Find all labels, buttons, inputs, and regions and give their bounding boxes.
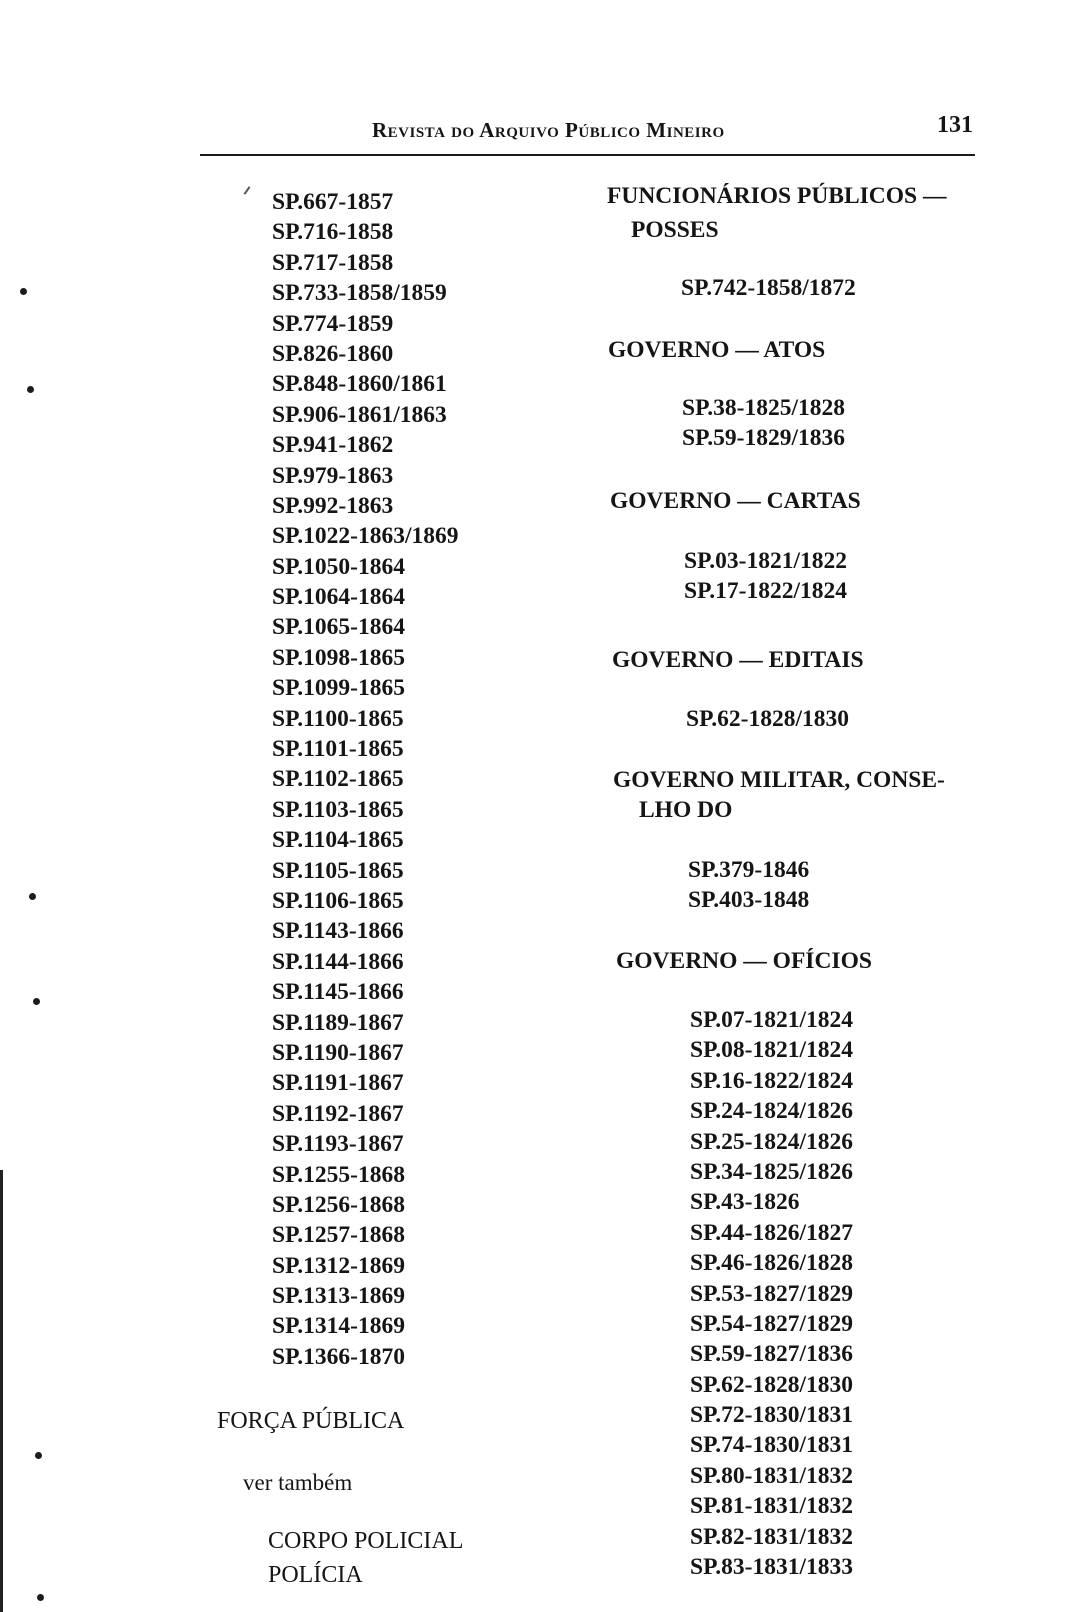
cross-reference: CORPO POLICIAL [268,1528,464,1554]
margin-dot [27,386,34,393]
code-entry: SP.992-1863 [272,492,394,519]
margin-dot [29,893,36,900]
code-entry: SP.74-1830/1831 [690,1432,853,1459]
code-entry: SP.1143-1866 [272,918,404,945]
code-entry: SP.979-1863 [272,462,394,489]
left-column-code-list [272,187,459,1372]
margin-marks [0,0,60,1612]
heading-line: GOVERNO MILITAR, CONSE- [613,767,945,793]
page-number: 131 [937,112,973,138]
code-entry: SP.17-1822/1824 [684,578,847,605]
section-heading-governo-militar [613,765,945,825]
margin-dot [37,1594,44,1601]
section-heading-governo-cartas: GOVERNO — CARTAS [610,488,861,514]
code-entry: SP.1050-1864 [272,553,405,580]
code-entry: SP.1102-1865 [272,766,404,793]
code-entry: SP.1103-1865 [272,796,404,823]
code-entry: SP.34-1825/1826 [690,1158,853,1185]
margin-dot [20,288,27,295]
code-entry: SP.1191-1867 [272,1070,404,1097]
code-entry: SP.1104-1865 [272,827,404,854]
code-entry: SP.81-1831/1832 [690,1493,853,1520]
margin-dot [35,1452,42,1459]
code-entry: SP.82-1831/1832 [690,1523,853,1550]
margin-dot [33,998,40,1005]
code-entry: SP.53-1827/1829 [690,1280,853,1307]
code-group-governo-militar [688,855,809,916]
code-entry: SP.1106-1865 [272,887,404,914]
section-heading-forca-publica: FORÇA PÚBLICA [217,1408,405,1434]
code-entry: SP.83-1831/1833 [690,1554,853,1581]
code-entry: SP.62-1828/1830 [686,706,849,732]
code-entry: SP.62-1828/1830 [690,1371,853,1398]
code-entry: SP.1144-1866 [272,948,404,975]
section-heading-funcionarios-publicos [607,181,947,245]
code-entry: SP.1065-1864 [272,614,405,641]
code-entry: SP.941-1862 [272,432,394,459]
code-entry: SP.717-1858 [272,249,394,276]
heading-line: LHO DO [639,797,733,823]
code-entry: SP.1257-1868 [272,1222,405,1249]
cross-reference: POLÍCIA [268,1562,363,1588]
code-entry: SP.46-1826/1828 [690,1250,853,1277]
code-entry: SP.826-1860 [272,340,394,367]
code-entry: SP.38-1825/1828 [682,395,845,421]
code-entry: SP.1314-1869 [272,1313,405,1340]
code-entry: SP.1190-1867 [272,1039,404,1066]
section-heading-governo-oficios: GOVERNO — OFÍCIOS [616,948,872,974]
code-group-governo-editais [686,704,849,734]
code-entry: SP.667-1857 [272,189,394,215]
page-edge-line [0,1170,3,1612]
code-entry: SP.43-1826 [690,1189,800,1216]
code-entry: SP.403-1848 [688,887,810,914]
heading-line: POSSES [631,217,719,243]
code-entry: SP.733-1858/1859 [272,280,447,307]
code-entry: SP.03-1821/1822 [684,548,847,574]
code-entry: SP.1099-1865 [272,675,405,702]
code-entry: SP.379-1846 [688,857,810,883]
code-entry: SP.1145-1866 [272,979,404,1006]
code-entry: SP.742-1858/1872 [681,275,856,301]
code-entry: SP.1101-1865 [272,736,404,763]
code-entry: SP.1098-1865 [272,644,405,671]
code-entry: SP.59-1827/1836 [690,1341,853,1368]
code-entry: SP.716-1858 [272,219,394,246]
code-entry: SP.1105-1865 [272,857,404,884]
code-entry: SP.59-1829/1836 [682,425,845,452]
code-entry: SP.1100-1865 [272,705,404,732]
code-entry: SP.07-1821/1824 [690,1007,853,1033]
code-entry: SP.1313-1869 [272,1283,405,1310]
code-entry: SP.1255-1868 [272,1161,405,1188]
code-entry: SP.1256-1868 [272,1191,405,1218]
section-heading-governo-editais: GOVERNO — EDITAIS [612,647,864,673]
code-entry: SP.906-1861/1863 [272,401,447,428]
code-entry: SP.1189-1867 [272,1009,404,1036]
section-heading-governo-atos: GOVERNO — ATOS [608,337,826,363]
code-entry: SP.72-1830/1831 [690,1402,853,1429]
code-group-governo-oficios [690,1005,853,1582]
code-entry: SP.16-1822/1824 [690,1067,853,1094]
code-entry: SP.24-1824/1826 [690,1098,853,1125]
code-entry: SP.1192-1867 [272,1100,404,1127]
code-entry: SP.08-1821/1824 [690,1037,853,1064]
code-entry: SP.848-1860/1861 [272,371,447,398]
code-entry: SP.80-1831/1832 [690,1462,853,1489]
scan-tick-mark [244,186,251,195]
code-entry: SP.54-1827/1829 [690,1310,853,1337]
code-entry: SP.44-1826/1827 [690,1219,853,1246]
code-entry: SP.25-1824/1826 [690,1128,853,1155]
code-group-governo-atos [682,393,845,454]
code-entry: SP.1366-1870 [272,1343,405,1370]
see-also-label: ver também [243,1470,353,1495]
code-entry: SP.1064-1864 [272,584,405,611]
code-group-governo-cartas [684,546,847,607]
code-entry: SP.1022-1863/1869 [272,523,459,550]
running-header [200,110,975,156]
heading-line: FUNCIONÁRIOS PÚBLICOS — [607,183,947,209]
running-title: Revista do Arquivo Público Mineiro [372,118,725,142]
code-group-funcionarios-publicos [681,273,856,303]
code-entry: SP.1312-1869 [272,1252,405,1279]
code-entry: SP.1193-1867 [272,1131,404,1158]
code-entry: SP.774-1859 [272,310,394,337]
